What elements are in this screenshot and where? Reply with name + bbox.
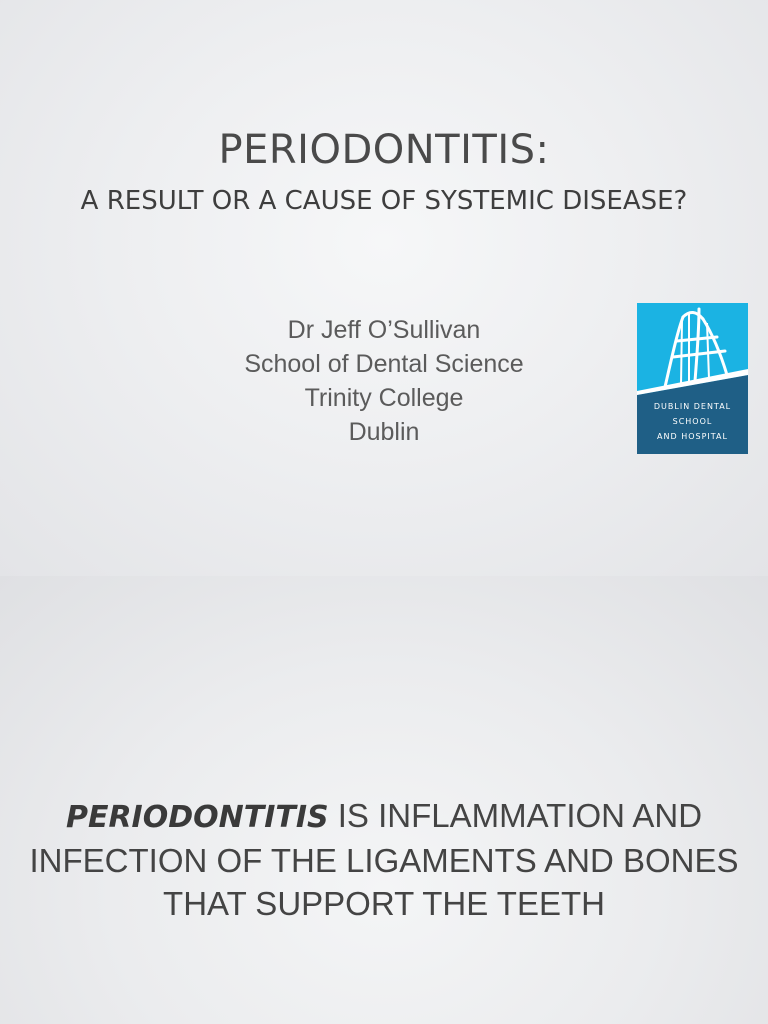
author-city: Dublin (348, 418, 420, 446)
logo-line-1: DUBLIN DENTAL (653, 402, 732, 411)
slide-subtitle: A RESULT OR A CAUSE OF SYSTEMIC DISEASE? (80, 186, 688, 216)
statement-line-2: INFECTION OF THE LIGAMENTS AND BONES (29, 842, 739, 879)
slide-title: PERIODONTITIS: (218, 127, 550, 173)
author-institution: Trinity College (304, 384, 464, 412)
logo-line-2: SCHOOL (672, 417, 713, 426)
author-name: Dr Jeff O’Sullivan (287, 316, 481, 344)
statement-line-1 (14, 794, 754, 839)
definition-slide (0, 576, 768, 1024)
author-department: School of Dental Science (244, 350, 524, 378)
statement-term: PERIODONTITIS (65, 800, 329, 835)
logo-line-3: AND HOSPITAL (657, 432, 728, 441)
statement-line-1-rest: IS INFLAMMATION AND (328, 797, 703, 834)
statement-line-3: THAT SUPPORT THE TEETH (163, 885, 605, 922)
definition-statement (14, 794, 754, 925)
dublin-dental-building-logo (637, 303, 748, 454)
author-block (184, 313, 584, 449)
